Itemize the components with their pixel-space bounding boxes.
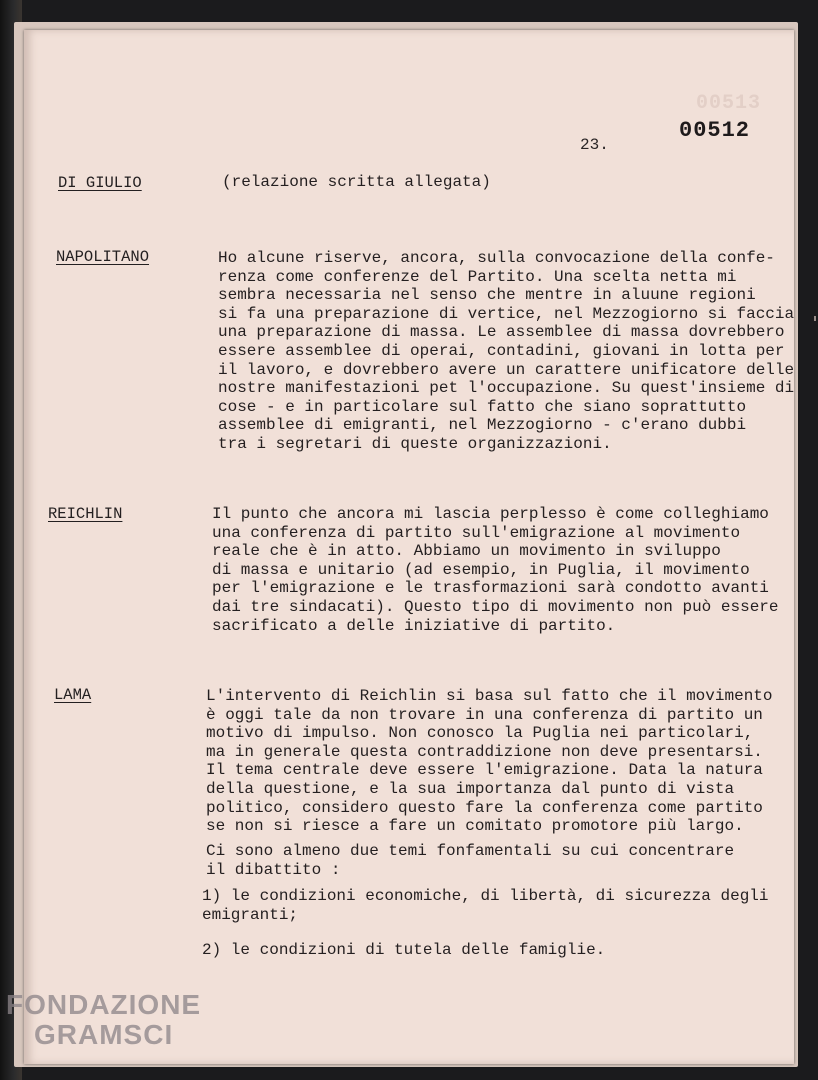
lama-text-4: 2) le condizioni di tutela delle famiglie. — [202, 941, 606, 959]
speaker-napolitano: NAPOLITANO — [56, 248, 150, 266]
edge-mark — [814, 316, 816, 321]
watermark-line-2: GRAMSCI — [34, 1019, 174, 1050]
napolitano-text: Ho alcune riserve, ancora, sulla convocazione della confe- renza come conferenze del Partito. Una scelta netta mi sembra necessaria nel senso che mentre in aluune regioni si fa una preparazione di vertice, nel Mezzogiorno si faccia una preparazione di massa. Le assemblee di massa dovrebbero essere assemblee di operai, contadini, giovani in lotta per il lavoro, e dovrebbero avere un carattere unificatore delle nostre manifestazioni pet l'occupazione. Su quest'insieme di cose - e in particolare sul fatto che siano soprattutto assemblee di emigranti, nel Mezzogiorno - c'erano dubbi tra i segretari di queste organizzazioni. — [218, 249, 795, 453]
watermark-line-1: FONDAZIONE — [6, 989, 202, 1020]
reichlin-text: Il punto che ancora mi lascia perplesso è come colleghiamo una conferenza di partito sull'emigrazione al movimento reale che è in atto. Abbiamo un movimento in sviluppo di massa e unitario (ad esempio, in Puglia, il movimento per l'emigrazione e le trasformazioni sarà condotto avanti dai tre sindacati). Questo tipo di movimento non può essere sacrificato a delle iniziative di partito. — [212, 505, 779, 635]
speaker-di-giulio: DI GIULIO — [58, 174, 142, 192]
document-page — [24, 30, 794, 1064]
lama-text-2: Ci sono almeno due temi fonfamentali su cui concentrare il dibattito : — [206, 842, 735, 879]
document-id: 00512 — [679, 118, 751, 143]
lama-text-3: 1) le condizioni economiche, di libertà, di sicurezza degli emigranti; — [202, 887, 769, 924]
bleed-through-id: 00513 — [696, 92, 762, 115]
page-number: 23. — [580, 136, 609, 154]
archive-watermark — [6, 990, 201, 1050]
di-giulio-text: (relazione scritta allegata) — [222, 173, 491, 191]
lama-text-1: L'intervento di Reichlin si basa sul fatto che il movimento è oggi tale da non trovare in una conferenza di partito un motivo di impulso. Non conosco la Puglia nei particolari, ma in generale questa contraddizione non deve presentarsi. Il tema centrale deve essere l'emigrazione. Data la natura della questione, e la sua importanza dal punto di vista politico, considero questo fare la conferenza come partito se non si riesce a fare un comitato promotore più largo. — [206, 687, 773, 836]
speaker-lama: LAMA — [54, 686, 92, 704]
speaker-reichlin: REICHLIN — [48, 505, 123, 523]
